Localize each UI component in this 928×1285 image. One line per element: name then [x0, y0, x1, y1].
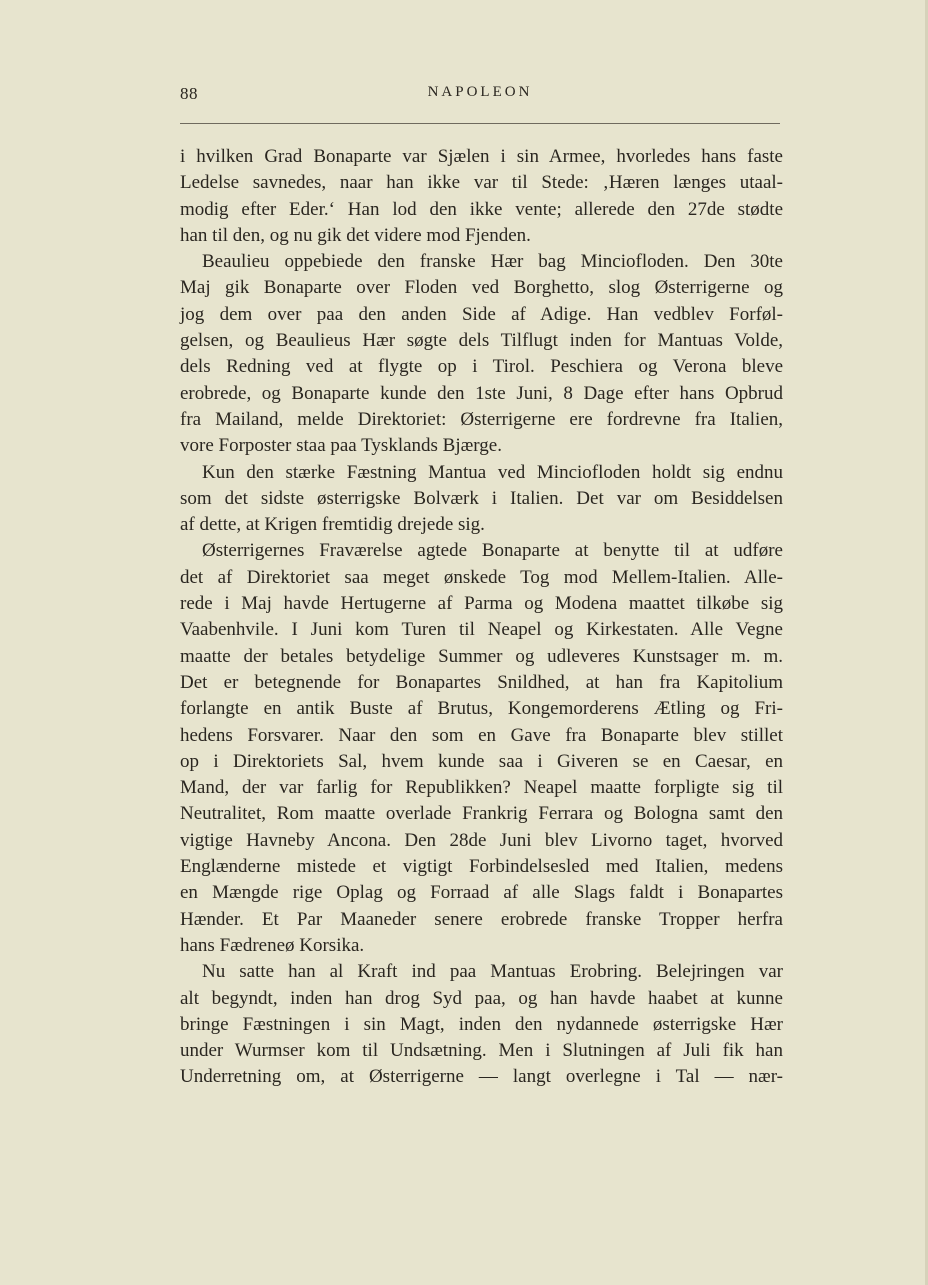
page-header [180, 84, 780, 110]
text-line: Hænder. Et Par Maaneder senere erobrede franske Tropper herfra [180, 908, 783, 930]
text-line: op i Direktoriets Sal, hvem kunde saa i Giveren se en Caesar, en [180, 750, 783, 772]
paragraph [180, 959, 783, 1090]
text-line: det af Direktoriet saa meget ønskede Tog mod Mellem-Italien. Alle- [180, 566, 783, 588]
text-line: modig efter Eder.‘ Han lod den ikke vente; allerede den 27de stødte [180, 198, 783, 220]
text-line: Maj gik Bonaparte over Floden ved Borghetto, slog Østerrigerne og [180, 277, 783, 299]
text-line: jog dem over paa den anden Side af Adige. Han vedblev Forføl- [180, 303, 783, 325]
text-line: af dette, at Krigen fremtidig drejede sig. [180, 514, 485, 536]
text-line: Ledelse savnedes, naar han ikke var til Stede: ‚Hæren længes utaal- [180, 172, 783, 194]
paragraph [180, 460, 783, 539]
paragraph [180, 249, 783, 459]
text-line: under Wurmser kom til Undsætning. Men i Slutningen af Juli fik han [180, 1040, 783, 1062]
text-line: alt begyndt, inden han drog Syd paa, og han havde haabet at kunne [180, 987, 783, 1009]
text-line: Neutralitet, Rom maatte overlade Frankrig Ferrara og Bologna samt den [180, 803, 783, 825]
header-rule [180, 123, 780, 124]
text-line: Beaulieu oppebiede den franske Hær bag Minciofloden. Den 30te [202, 251, 783, 273]
text-line: hans Fædreneø Korsika. [180, 934, 365, 956]
text-line: Englænderne mistede et vigtigt Forbindelsesled med Italien, medens [180, 856, 783, 878]
text-line: som det sidste østerrigske Bolværk i Italien. Det var om Besiddelsen [180, 487, 783, 509]
text-line: rede i Maj havde Hertugerne af Parma og Modena maattet tilkøbe sig [180, 593, 783, 615]
text-line: forlangte en antik Buste af Brutus, Kongemorderens Ætling og Fri- [180, 698, 783, 720]
running-title: NAPOLEON [427, 84, 533, 100]
text-line: Det er betegnende for Bonapartes Snildhed, at han fra Kapitolium [180, 671, 783, 693]
text-line: en Mængde rige Oplag og Forraad af alle Slags faldt i Bonapartes [180, 882, 783, 904]
text-line: Underretning om, at Østerrigerne — langt overlegne i Tal — nær- [180, 1066, 783, 1088]
text-line: fra Mailand, melde Direktoriet: Østerrigerne ere fordrevne fra Italien, [180, 408, 783, 430]
text-line: dels Redning ved at flygte op i Tirol. Peschiera og Verona bleve [180, 356, 783, 378]
text-line: Mand, der var farlig for Republikken? Neapel maatte forpligte sig til [180, 777, 783, 799]
text-line: erobrede, og Bonaparte kunde den 1ste Juni, 8 Dage efter hans Opbrud [180, 382, 783, 404]
text-line: bringe Fæstningen i sin Magt, inden den nydannede østerrigske Hær [180, 1013, 783, 1035]
text-line: hedens Forsvarer. Naar den som en Gave fra Bonaparte blev stillet [180, 724, 783, 746]
paragraph [180, 538, 783, 959]
text-line: Østerrigernes Fraværelse agtede Bonaparte at benytte til at udføre [202, 540, 783, 562]
text-line: han til den, og nu gik det videre mod Fjenden. [180, 224, 531, 246]
text-line: Kun den stærke Fæstning Mantua ved Minciofloden holdt sig endnu [202, 461, 783, 483]
page-number: 88 [180, 84, 198, 103]
text-line: maatte der betales betydelige Summer og udleveres Kunstsager m. m. [180, 645, 783, 667]
text-line: vigtige Havneby Ancona. Den 28de Juni blev Livorno taget, hvorved [180, 829, 783, 851]
text-line: Vaabenhvile. I Juni kom Turen til Neapel og Kirkestaten. Alle Vegne [180, 619, 783, 641]
body-text [180, 144, 783, 1091]
paragraph [180, 144, 783, 249]
text-line: gelsen, og Beaulieus Hær søgte dels Tilflugt inden for Mantuas Volde, [180, 330, 783, 352]
text-line: vore Forposter staa paa Tysklands Bjærge. [180, 435, 502, 457]
text-line: i hvilken Grad Bonaparte var Sjælen i sin Armee, hvorledes hans faste [180, 146, 783, 167]
text-line: Nu satte han al Kraft ind paa Mantuas Erobring. Belejringen var [202, 961, 783, 983]
